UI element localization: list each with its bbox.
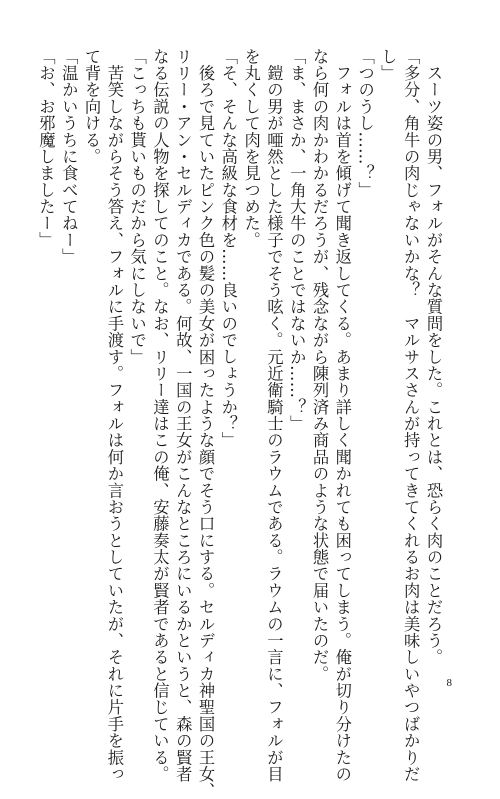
text-line: 「こっちも貰いものだから気にしないで」 — [127, 48, 147, 366]
text-line: フォルは首を傾げて聞き返してくる。あまり詳しく聞かれても困ってしまう。俺が切り分けたの — [332, 48, 352, 783]
text-line: 「ま、まさか、一角大牛のことではないか……？」 — [287, 48, 307, 432]
text-line: 「そ、そんな高級な食材を……良いのでしょうか？」 — [218, 48, 238, 449]
text-line: スーツ姿の男、フォルがそんな質問をした。これとは、恐らく肉のことだろう。 — [424, 48, 443, 666]
text-line: なる伝説の人物を探してのこと。なお、リリー達はこの俺、安藤奏太が賢者であると信じている。 — [150, 48, 170, 783]
text-line: 「つのうし……？」 — [355, 48, 375, 199]
page-number: 8 — [446, 677, 452, 689]
text-line: リリー・アン・セルディカである。何故、一国の王女がこんなところにいるかというと、森の賢者 — [173, 48, 193, 783]
vertical-text-body — [36, 48, 444, 799]
text-line: 「多分、角牛の肉じゃないかな？ マルサスさんが持ってきてくれるお肉は美味しいやつばかりだ — [401, 48, 421, 783]
text-line: 「お、お邪魔しましたー」 — [36, 48, 56, 249]
text-line: し」 — [378, 48, 398, 82]
text-line: なら何の肉かわかるだろうが、残念ながら陳列済み商品のような状態で届いたのだ。 — [310, 48, 330, 683]
text-line: を丸くして肉を見つめた。 — [241, 48, 261, 249]
text-line: 苦笑しながらそう答え、フォルに手渡す。フォルは何か言おうとしていたが、それに片手を振っ — [104, 48, 124, 783]
text-line: 「温かいうちに食べてねー」 — [59, 48, 79, 265]
text-line: 鎧の男が唖然とした様子でそう呟く。元近衛騎士のラウムである。ラウムの一言に、フォルが目 — [264, 48, 284, 783]
text-line: て背を向ける。 — [82, 48, 102, 165]
text-line: 後ろで見ていたピンク色の髪の美女が困ったような顔でそう口にする。セルディカ神聖国の王女、 — [196, 48, 216, 799]
